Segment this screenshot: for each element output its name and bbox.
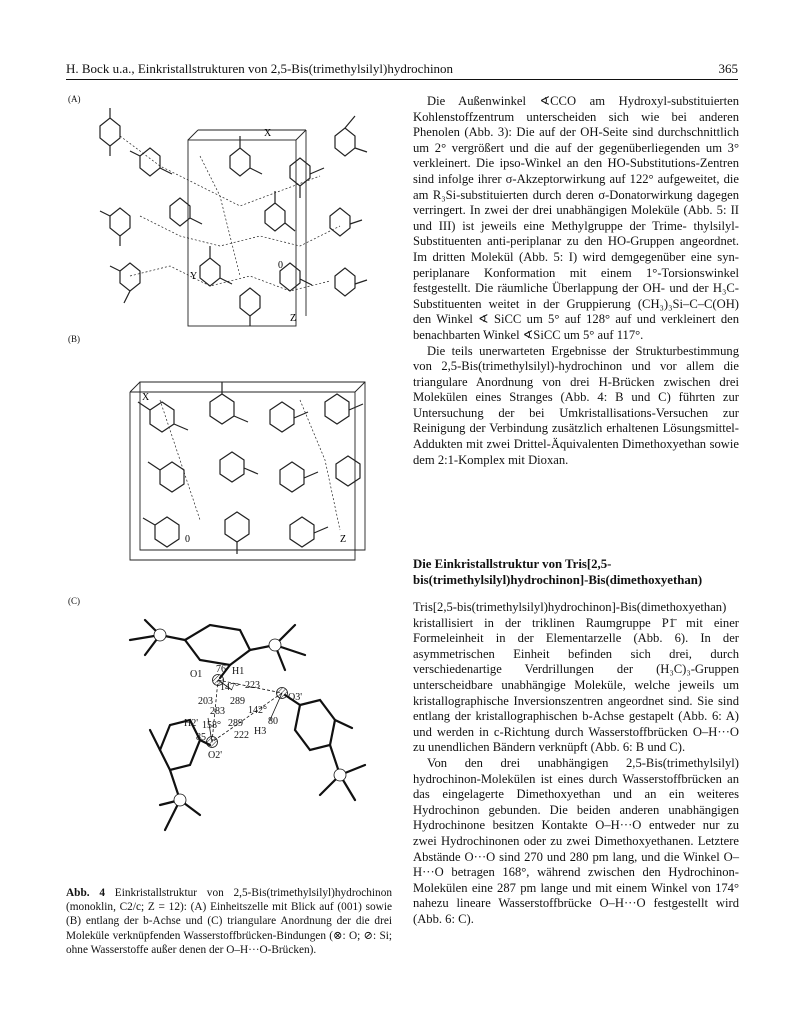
figure-panel-c (90, 600, 380, 870)
panel-c-label: (C) (68, 596, 80, 606)
paragraph-4: Von den drei unabhängigen 2,5-Bis(trimethylsilyl) hydrochinon-Molekülen ist eines durch Wasserstoffbrücken an das eingelagerte Dimethoxyethan und an ein weiteres Hydrochinon gebunden. Die beiden anderen unabhängigen Hydrochinone besitzen Kontakte O–H···O entweder nur zu zwei Hydrochinonen oder zu zwei Dimethoxyethanen. Letztere Abstände O···O sind 270 und 280 pm lang, und die Winkel O–H···O betragen 168°, während zwischen den Hydrochinon-Molekülen eine 287 pm lange und mit einem Winkel von 174° nahezu lineare Wasserstoffbrücke O–H···O festgestellt wird (Abb. 6: C). (413, 755, 739, 926)
axis-origin-label: 0 (278, 260, 283, 271)
crystal-structure-b-drawing (100, 340, 400, 575)
axis-x-label: X (264, 128, 272, 139)
panel-b-label: (B) (68, 334, 80, 344)
dist-222: 222 (234, 730, 249, 741)
paragraph-3: Tris[2,5-bis(trimethylsilyl)hydrochinon]-Bis(dimethoxyethan) kristallisiert in der triklinen Raumgruppe P1̄ mit einer Formeleinheit in der Elementarzelle (Abb. 6). In der asymmetrischen Einheit befinden sich drei, durch verschiedenartige Verdrillungen der (H₃C)₃-Gruppen unterscheidbare unabhängige Moleküle, welche jeweils um kristallographische Inversionszentren angeordnet sind. Sie sind entlang der kristallographischen b-Achse gestapelt (Abb. 6: A) und werden in c-Richtung durch Wasserstoffbrücken O–H···O zu unendlichen Bändern verknüpft (Abb. 6: B und C). (413, 600, 739, 755)
page-number: 365 (718, 61, 738, 76)
section-heading: Die Einkristallstruktur von Tris[2,5-bis(trimethylsilyl)hydrochinon]-Bis(dimethoxyethan) (413, 557, 703, 587)
angle-158: 158° (202, 720, 221, 731)
dist-203: 203 (198, 696, 213, 707)
angle-147: 147° (220, 682, 239, 693)
axis-origin-label: 0 (185, 534, 190, 545)
figure-panel-b (100, 340, 400, 575)
right-column-bottom (413, 600, 739, 927)
paragraph-2: Die teils unerwarteten Ergebnisse der Strukturbestimmung von 2,5-Bis(trimethylsilyl)-hydrochinon und vor allem die triangulare Anordnung von drei H-Brücken zwischen drei Molekülen eines Stranges (Abb. 4: B und C) führten zur Untersuchung der bei Umkristallisations-Versuchen zur Reinigung der Verbindung zusätzlich erhaltenen Lösungsmittel-Addukten mit zwei Drittel-Äquivalenten Dimethoxyethan sowie dem 2:1-Komplex mit Dioxan. (413, 343, 739, 467)
right-column-top (413, 94, 739, 468)
dist-223: 223 (245, 680, 260, 691)
hbond-triangle-drawing (90, 600, 380, 870)
crystal-structure-a-drawing (80, 96, 380, 330)
atom-o1: O1 (190, 669, 203, 680)
panel-a-label: (A) (68, 94, 81, 104)
running-header (66, 60, 738, 78)
header-title: H. Bock u.a., Einkristallstrukturen von 2,5-Bis(trimethylsilyl)hydrochinon (66, 61, 454, 76)
axis-z-label: Z (340, 534, 347, 545)
axis-x-label: X (142, 392, 150, 403)
axis-z-label: Z (290, 313, 297, 324)
dist-76: 76 (216, 664, 226, 675)
unit-cell-box (188, 140, 296, 326)
caption-text: Einkristallstruktur von 2,5-Bis(trimethylsilyl)hydrochinon (monoklin, C2/c; Z = 12): (A) Einheitszelle mit Blick auf (001) sowie (B) entlang der b-Achse und (C) triangulare Anordnung der die drei Moleküle verknüpfenden Wasserstoffbrücken-Bindungen (⊗: O; ⊘: Si; ohne Wasserstoffe außer denen der O–H···O-Brücken). (66, 887, 392, 956)
paragraph-1: Die Außenwinkel ∢CCO am Hydroxyl-substituierten Kohlenstoffzentrum unterscheiden sich wie bei anderen Phenolen (Abb. 3): Die auf der OH-Seite sind durchschnittlich um 2° vergrößert und die auf der gegenüberliegenden um 3° verkleinert. Die ipso-Winkel an den HO-Substitutions-Zentren sind infolge ihrer σ-Akzeptorwirkung auf 122° aufgeweitet, die am R₃Si-substituierten durch deren σ-Donatorwirkung dagegen verringert. In zwei der drei unabhängigen Moleküle (Abb. 5: II und III) ist jeweils eine Methylgruppe der Trime- thylsilyl-Substituenten anti-periplanar zu den HO-Gruppen angeordnet. Im dritten Molekül (Abb. 5: I) wird demgegenüber eine syn-periplanare Konformation mit einem 1°-Torsionswinkel festgestellt. Die räumliche Überlappung der OH- und der H₃C-Substituenten weitet in der Gruppierung (CH₃)₃Si–C–C(OH) den Winkel ∢ SiCC um 5° auf 128° auf und verkleinert den benachbarten Winkel ∢SiCC um 5° auf 117°. (413, 94, 739, 342)
header-rule (66, 79, 738, 80)
figure-caption (66, 886, 392, 957)
atom-h1: H1 (232, 666, 245, 677)
axis-y-label: Y (190, 271, 198, 282)
atom-o3p: O3' (288, 692, 303, 703)
atom-o2p: O2' (208, 750, 223, 761)
caption-label: Abb. 4 (66, 887, 105, 899)
figure-panel-a (80, 96, 380, 330)
dist-80: 80 (268, 716, 278, 727)
atom-h3: H3 (254, 726, 267, 737)
unit-cell-box (140, 382, 365, 550)
atom-h2p: H2' (184, 718, 199, 729)
dist-85: 85 (196, 732, 206, 743)
dist-289a: 289 (230, 696, 245, 707)
dist-283: 283 (210, 706, 225, 717)
angle-142: 142° (248, 705, 267, 716)
dist-289b: 289 (228, 718, 243, 729)
